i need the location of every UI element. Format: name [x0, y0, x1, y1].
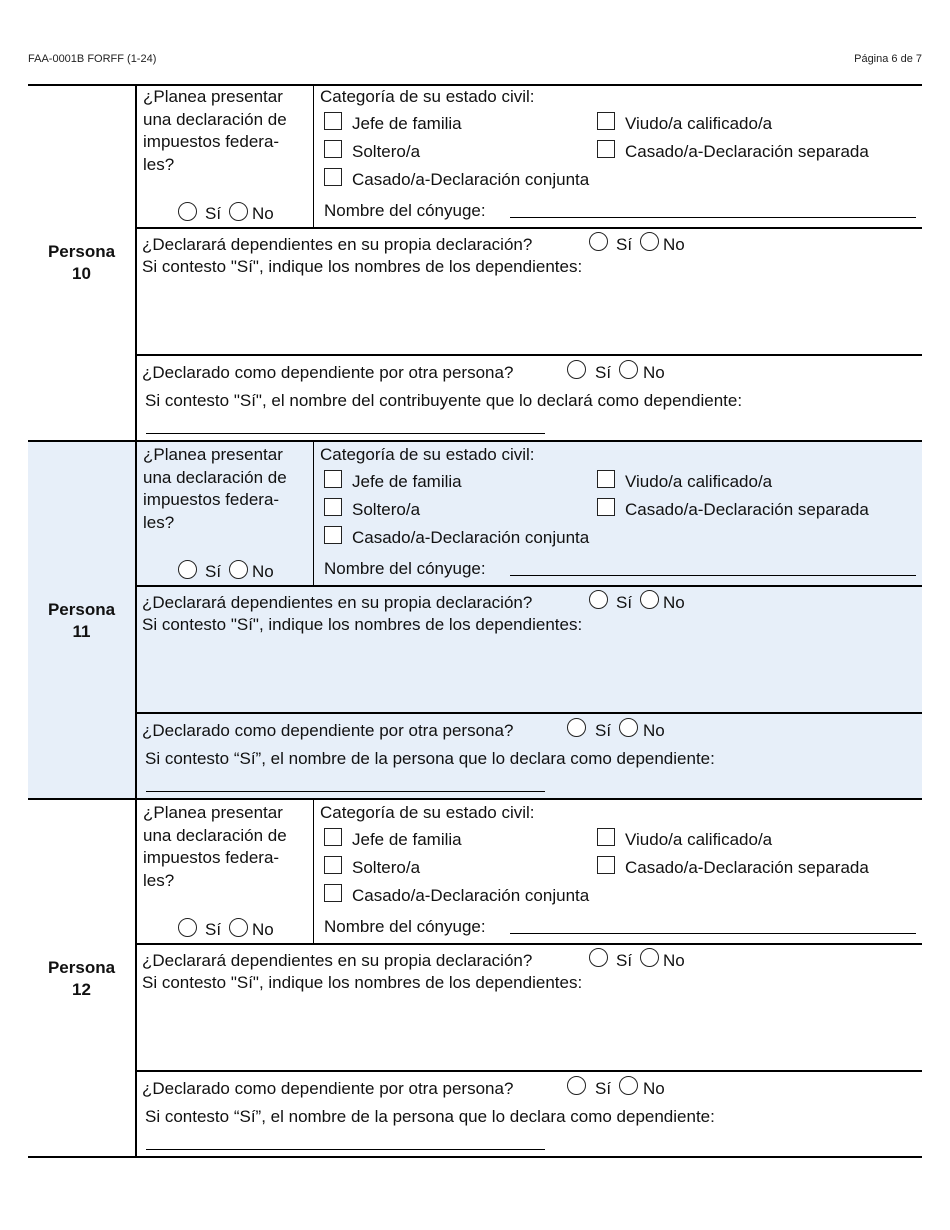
married-separate-label: Casado/a-Declaración separada [625, 142, 869, 161]
qualifying-widow-label: Viudo/a calificado/a [625, 114, 773, 133]
persona-label [28, 599, 135, 643]
single-checkbox[interactable] [324, 498, 342, 516]
row-divider-2 [136, 354, 922, 356]
persona-label-line1: Persona [47, 958, 116, 977]
dependents-names-area[interactable] [142, 278, 912, 350]
dependents-no-label: No [663, 235, 685, 254]
persona-label [28, 241, 135, 285]
filing-status-title: Categoría de su estado civil: [320, 445, 535, 464]
single-label: Soltero/a [352, 142, 421, 161]
married-joint-label: Casado/a-Declaración conjunta [352, 886, 590, 905]
claimed-instruction: Si contesto "Sí", el nombre del contribuyente que lo declará como dependiente: [145, 391, 743, 410]
spouse-name-label: Nombre del cónyuge: [324, 917, 486, 936]
spouse-name-field[interactable] [510, 933, 916, 934]
qualifying-widow-checkbox[interactable] [597, 828, 615, 846]
married-joint-label: Casado/a-Declaración conjunta [352, 170, 590, 189]
claimed-yes-radio[interactable] [567, 1076, 586, 1095]
married-separate-checkbox[interactable] [597, 140, 615, 158]
question-column-divider [313, 800, 314, 944]
dependents-names-area[interactable] [142, 636, 912, 708]
head-of-household-label: Jefe de familia [352, 114, 462, 133]
qualifying-widow-label: Viudo/a calificado/a [625, 472, 773, 491]
plan-federal-return-question: ¿Planea presentar una declaración de impuestos federa- les? [143, 803, 287, 890]
plan-yes-label: Sí [205, 204, 222, 223]
plan-no-radio[interactable] [229, 918, 248, 937]
dependents-yes-radio[interactable] [589, 948, 608, 967]
married-separate-label: Casado/a-Declaración separada [625, 500, 869, 519]
form-id: FAA-0001B FORFF (1-24) [28, 53, 157, 65]
dependents-instruction: Si contesto "Sí", indique los nombres de los dependientes: [142, 615, 583, 634]
spouse-name-label: Nombre del cónyuge: [324, 559, 486, 578]
claimed-instruction: Si contesto “Sí”, el nombre de la persona que lo declara como dependiente: [145, 749, 715, 768]
dependents-no-radio[interactable] [640, 948, 659, 967]
dependents-question: ¿Declarará dependientes en su propia declaración? [142, 235, 533, 254]
dependents-question: ¿Declarará dependientes en su propia declaración? [142, 951, 533, 970]
claimed-no-label: No [643, 721, 665, 740]
qualifying-widow-label: Viudo/a calificado/a [625, 830, 773, 849]
plan-no-label: No [252, 920, 274, 939]
single-checkbox[interactable] [324, 856, 342, 874]
persona-section-11 [28, 442, 922, 800]
claimed-yes-radio[interactable] [567, 718, 586, 737]
dependents-no-radio[interactable] [640, 232, 659, 251]
persona-label-line1: Persona [47, 242, 116, 261]
plan-no-radio[interactable] [229, 560, 248, 579]
claimed-by-name-field[interactable] [146, 791, 545, 792]
persona-label-number: 12 [72, 980, 91, 999]
claimed-yes-label: Sí [595, 1079, 612, 1098]
label-column-divider [135, 800, 137, 1158]
dependents-yes-label: Sí [616, 593, 633, 612]
claimed-yes-radio[interactable] [567, 360, 586, 379]
persona-label-number: 11 [72, 622, 91, 641]
plan-yes-radio[interactable] [178, 202, 197, 221]
dependents-no-label: No [663, 951, 685, 970]
persona-label-line1: Persona [47, 600, 116, 619]
claimed-no-radio[interactable] [619, 360, 638, 379]
dependents-no-radio[interactable] [640, 590, 659, 609]
persona-label [28, 957, 135, 1001]
persona-section-10 [28, 84, 922, 442]
claimed-question: ¿Declarado como dependiente por otra persona? [142, 721, 514, 740]
claimed-by-name-field[interactable] [146, 433, 545, 434]
qualifying-widow-checkbox[interactable] [597, 112, 615, 130]
head-of-household-label: Jefe de familia [352, 472, 462, 491]
claimed-no-radio[interactable] [619, 718, 638, 737]
dependents-instruction: Si contesto "Sí", indique los nombres de los dependientes: [142, 973, 583, 992]
claimed-no-label: No [643, 363, 665, 382]
filing-status-title: Categoría de su estado civil: [320, 803, 535, 822]
claimed-yes-label: Sí [595, 721, 612, 740]
claimed-no-radio[interactable] [619, 1076, 638, 1095]
married-separate-label: Casado/a-Declaración separada [625, 858, 869, 877]
row-divider-1 [136, 227, 922, 229]
plan-yes-label: Sí [205, 920, 222, 939]
section-bottom-rule [28, 1156, 922, 1158]
claimed-question: ¿Declarado como dependiente por otra persona? [142, 1079, 514, 1098]
plan-no-radio[interactable] [229, 202, 248, 221]
label-column-divider [135, 84, 137, 442]
plan-no-label: No [252, 562, 274, 581]
claimed-yes-label: Sí [595, 363, 612, 382]
persona-section-12 [28, 800, 922, 1158]
dependents-yes-label: Sí [616, 235, 633, 254]
persona-label-number: 10 [72, 264, 91, 283]
claimed-instruction: Si contesto “Sí”, el nombre de la persona que lo declara como dependiente: [145, 1107, 715, 1126]
head-of-household-label: Jefe de familia [352, 830, 462, 849]
married-joint-checkbox[interactable] [324, 884, 342, 902]
single-checkbox[interactable] [324, 140, 342, 158]
question-column-divider [313, 442, 314, 586]
dependents-names-area[interactable] [142, 994, 912, 1066]
filing-status-title: Categoría de su estado civil: [320, 87, 535, 106]
spouse-name-field[interactable] [510, 217, 916, 218]
row-divider-2 [136, 712, 922, 714]
plan-federal-return-question: ¿Planea presentar una declaración de impuestos federa- les? [143, 87, 287, 174]
head-of-household-checkbox[interactable] [324, 112, 342, 130]
dependents-no-label: No [663, 593, 685, 612]
qualifying-widow-checkbox[interactable] [597, 470, 615, 488]
row-divider-1 [136, 943, 922, 945]
claimed-question: ¿Declarado como dependiente por otra persona? [142, 363, 514, 382]
plan-federal-return-question: ¿Planea presentar una declaración de impuestos federa- les? [143, 445, 287, 532]
dependents-instruction: Si contesto "Sí", indique los nombres de los dependientes: [142, 257, 583, 276]
dependents-yes-label: Sí [616, 951, 633, 970]
single-label: Soltero/a [352, 500, 421, 519]
row-divider-1 [136, 585, 922, 587]
dependents-yes-radio[interactable] [589, 232, 608, 251]
single-label: Soltero/a [352, 858, 421, 877]
head-of-household-checkbox[interactable] [324, 828, 342, 846]
plan-yes-radio[interactable] [178, 918, 197, 937]
married-separate-checkbox[interactable] [597, 498, 615, 516]
claimed-by-name-field[interactable] [146, 1149, 545, 1150]
page-number: Página 6 de 7 [854, 53, 922, 65]
dependents-question: ¿Declarará dependientes en su propia declaración? [142, 593, 533, 612]
question-column-divider [313, 84, 314, 228]
row-divider-2 [136, 1070, 922, 1072]
plan-yes-label: Sí [205, 562, 222, 581]
plan-no-label: No [252, 204, 274, 223]
spouse-name-field[interactable] [510, 575, 916, 576]
spouse-name-label: Nombre del cónyuge: [324, 201, 486, 220]
plan-yes-radio[interactable] [178, 560, 197, 579]
claimed-no-label: No [643, 1079, 665, 1098]
married-separate-checkbox[interactable] [597, 856, 615, 874]
married-joint-label: Casado/a-Declaración conjunta [352, 528, 590, 547]
dependents-yes-radio[interactable] [589, 590, 608, 609]
label-column-divider [135, 442, 137, 800]
married-joint-checkbox[interactable] [324, 526, 342, 544]
head-of-household-checkbox[interactable] [324, 470, 342, 488]
married-joint-checkbox[interactable] [324, 168, 342, 186]
